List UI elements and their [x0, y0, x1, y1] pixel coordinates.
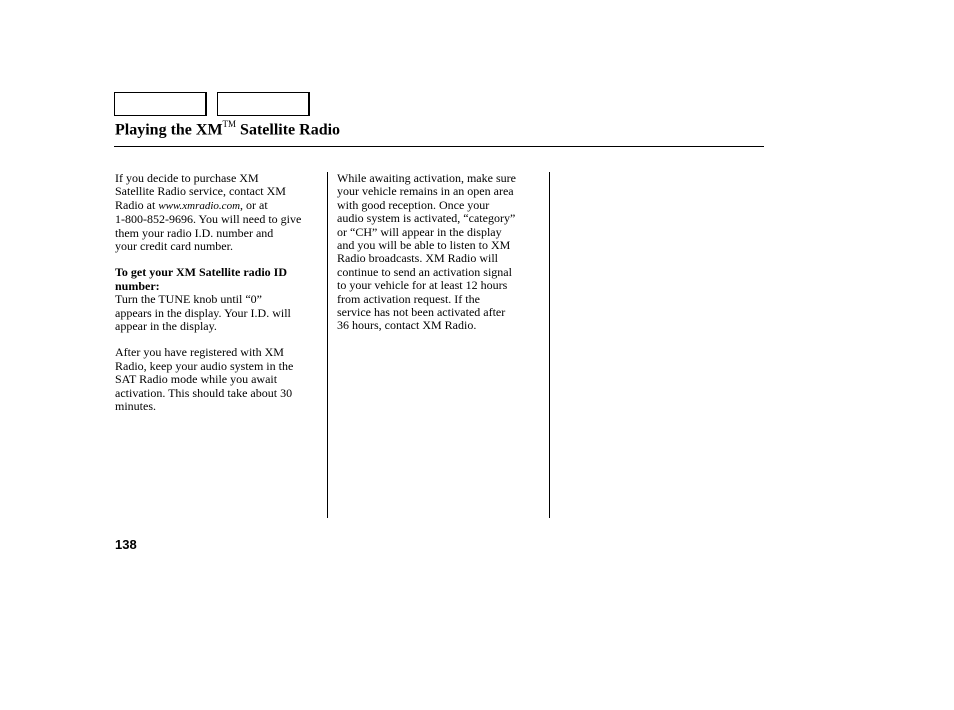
- text-line: Radio, keep your audio system in the: [115, 358, 294, 373]
- column-divider-2: [549, 172, 550, 518]
- text-line: 1-800-852-9696. You will need to give: [115, 212, 302, 227]
- text-line: and you will be able to listen to XM: [337, 238, 511, 253]
- column-divider-1: [327, 172, 328, 518]
- text-fragment: , or at: [240, 197, 268, 212]
- text-column-right: [337, 172, 545, 333]
- text-line: or “CH” will appear in the display: [337, 224, 502, 239]
- text-line: continue to send an activation signal: [337, 264, 512, 279]
- text-line: from activation request. If the: [337, 291, 480, 306]
- section-heading: [115, 266, 323, 293]
- text-line: While awaiting activation, make sure: [337, 171, 516, 185]
- website-url: www.xmradio.com: [158, 199, 241, 212]
- text-line: your credit card number.: [115, 239, 233, 254]
- title-underline: [114, 146, 764, 147]
- title-rest: Satellite Radio: [236, 121, 341, 139]
- text-line: Radio broadcasts. XM Radio will: [337, 251, 498, 266]
- text-line: minutes.: [115, 399, 156, 414]
- text-line: them your radio I.D. number and: [115, 225, 274, 240]
- text-line: Satellite Radio service, contact XM: [115, 184, 286, 199]
- title-main: Playing the XM: [115, 121, 223, 139]
- text-column-left: [115, 172, 323, 414]
- text-line: appear in the display.: [115, 319, 217, 334]
- paragraph-tune-knob: [115, 293, 323, 333]
- text-line: Turn the TUNE knob until “0”: [115, 292, 262, 307]
- paragraph-purchase: [115, 172, 323, 253]
- text-line: your vehicle remains in an open area: [337, 184, 514, 199]
- text-line: SAT Radio mode while you await: [115, 372, 278, 387]
- header-tab-box-2: [217, 92, 310, 116]
- text-line: [115, 199, 323, 213]
- text-line: appears in the display. Your I.D. will: [115, 305, 291, 320]
- text-line: activation. This should take about 30: [115, 385, 293, 400]
- heading-line: number:: [115, 278, 160, 293]
- paragraph-after-registering: [115, 346, 323, 413]
- text-line: After you have registered with XM: [115, 345, 284, 360]
- text-line: 36 hours, contact XM Radio.: [337, 318, 477, 333]
- page-number: 138: [115, 537, 137, 552]
- text-line: to your vehicle for at least 12 hours: [337, 278, 508, 293]
- page-title: [115, 120, 340, 139]
- text-line: with good reception. Once your: [337, 197, 490, 212]
- text-line: service has not been activated after: [337, 305, 506, 320]
- header-tab-box-1: [114, 92, 207, 116]
- text-line: audio system is activated, “category”: [337, 211, 516, 226]
- trademark-mark: TM: [222, 119, 237, 129]
- text-line: If you decide to purchase XM: [115, 171, 259, 185]
- heading-line: To get your XM Satellite radio ID: [115, 265, 287, 280]
- text-fragment: Radio at: [115, 197, 159, 212]
